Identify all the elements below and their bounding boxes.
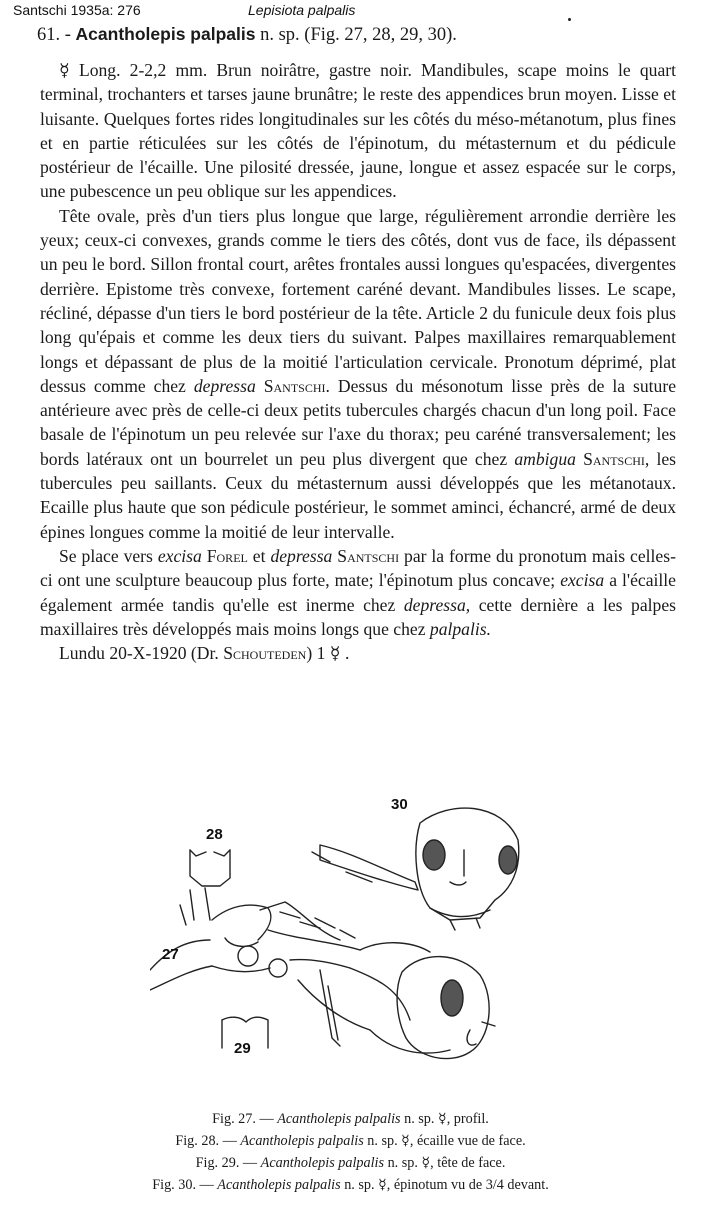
comparison-text-3: par la forme du pronotum mais celles-ci ont une sculpture beaucoup plus forte, mate; l'épinotum plus concave;	[40, 545, 676, 591]
ref-species-depressa: depressa	[193, 375, 256, 396]
ref-author-santschi-2: Santschi	[583, 448, 645, 469]
worker-symbol: ☿	[59, 60, 70, 80]
species-heading	[37, 22, 677, 47]
fig-27-head-profile	[397, 957, 495, 1059]
paragraph-morphology	[40, 204, 676, 544]
page-reference: Santschi 1935a: 276	[13, 2, 141, 18]
comparison-species-3: excisa	[560, 570, 605, 591]
ref-author-santschi: Santschi	[263, 375, 326, 396]
paragraph-comparison	[40, 544, 676, 641]
fig-28-scale-front	[190, 850, 230, 886]
comparison-author-1: Forel	[206, 545, 248, 566]
ant-illustration	[150, 790, 520, 1100]
caption-fig-28	[0, 1130, 701, 1152]
fig-28-label: 28	[206, 826, 223, 843]
comparison-text-5: cette dernière a les palpes maxillaires très développés mais moins longs que chez	[40, 594, 676, 639]
fig-27-body-profile	[150, 888, 450, 1053]
type-locality	[40, 641, 676, 665]
morphology-text-2: . Dessus du mésonotum lisse près de la suture antérieure avec près de celle-ci deux petits tubercules chargés chacun d'un long poil. Face basale de l'épinotum un peu relevée sur l'axe du thorax; peu caréné transversalement; les bords latéraux ont un bourrelet un peu plus divergent que chez	[40, 375, 677, 469]
caption-prefix: Fig. 28. —	[175, 1133, 237, 1149]
locality-text: Lundu 20-X-1920 (Dr.	[59, 643, 219, 664]
comparison-species-5: palpalis.	[429, 618, 492, 639]
caption-fig-29	[0, 1152, 701, 1174]
ref-species-ambigua: ambigua	[514, 448, 576, 469]
comparison-species-4: depressa,	[403, 594, 471, 615]
comparison-species-1: excisa	[157, 545, 202, 566]
locality-count: ) 1 ☿ .	[306, 643, 350, 664]
caption-species: Acantholepis palpalis	[260, 1155, 385, 1171]
caption-prefix: Fig. 30. —	[152, 1177, 214, 1193]
species-number: 61. -	[37, 25, 71, 45]
species-name: Acantholepis palpalis	[75, 24, 256, 44]
figure-captions	[0, 1108, 701, 1196]
caption-suffix: n. sp. ☿, épinotum vu de 3/4 devant.	[344, 1177, 549, 1193]
caption-species: Acantholepis palpalis	[240, 1133, 364, 1149]
fig-29-label: 30	[391, 796, 408, 813]
morphology-text-1: Tête ovale, près d'un tiers plus longue que large, régulièrement arrondie derrière les yeux; ceux-ci convexes, grands comme le tiers des côtés, dont vus de face, ils dépassent un peu le bord. Sillon frontal court, arêtes frontales aussi longues qu'espacées, divergentes derrière. Epistome très convexe, fortement caréné devant. Mandibules lisses. Le scape, récliné, dépasse d'un tiers le bord postérieur de la tête. Article 2 du funicule deux fois plus long qu'épais et comme les deux tiers du suivant. Palpes maxillaires remarquablement longs et dépassant de plus de la moitié l'articulation cervicale. Pronotum déprimé, plat dessus comme chez	[40, 205, 676, 396]
fig-27-label: 27	[162, 946, 179, 963]
fig-29-head-front	[416, 808, 519, 930]
caption-suffix: n. sp. ☿, profil.	[404, 1111, 489, 1127]
caption-species: Acantholepis palpalis	[277, 1111, 401, 1127]
caption-prefix: Fig. 29. —	[195, 1155, 258, 1171]
caption-suffix: n. sp. ☿, tête de face.	[387, 1155, 506, 1171]
species-heading-rest: n. sp. (Fig. 27, 28, 29, 30).	[260, 25, 457, 45]
description-body	[40, 58, 676, 665]
caption-fig-30	[0, 1174, 701, 1196]
paragraph-coloration-text: Long. 2-2,2 mm. Brun noirâtre, gastre noir. Mandibules, scape moins le quart terminal, trochanters et tarses jaune brunâtre; le reste des appendices brun moyen. Lisse et luisante. Quelques fortes rides longitudinales sur les côtés du méso-métanotum, plus fines et en partie réticulées sur les côtés de l'épinotum, du métasternum et du pédicule postérieur de l'écaille. Une pilosité dressée, jaune, longue et assez espacée sur le corps, une pubescence un peu oblique sur les appendices.	[40, 60, 676, 202]
locality-collector: Schouteden	[223, 643, 307, 664]
comparison-text-2: et	[252, 545, 266, 566]
caption-species: Acantholepis palpalis	[217, 1177, 341, 1193]
page-taxon: Lepisiota palpalis	[248, 2, 356, 18]
print-speck	[568, 18, 571, 21]
morphology-text-3: , les tubercules peu saillants. Ceux du métasternum aussi développés que les métanotaux. Ecaille plus haute que son pédicule postérieur, le sommet aminci, échancré, armé de deux épines longues comme la moitié de leur intervalle.	[40, 448, 677, 542]
paragraph-coloration	[40, 58, 676, 204]
caption-suffix: n. sp. ☿, écaille vue de face.	[367, 1133, 526, 1149]
comparison-text-4: a l'écaille également armée tandis qu'elle est inerme chez	[40, 570, 676, 615]
comparison-text-1: Se place vers	[59, 545, 153, 566]
comparison-author-2: Santschi	[337, 545, 400, 566]
comparison-species-2: depressa	[270, 545, 333, 566]
caption-prefix: Fig. 27. —	[212, 1111, 274, 1127]
caption-fig-27	[0, 1108, 701, 1130]
antenna-scape	[312, 845, 418, 890]
fig-30-label: 29	[234, 1040, 251, 1057]
